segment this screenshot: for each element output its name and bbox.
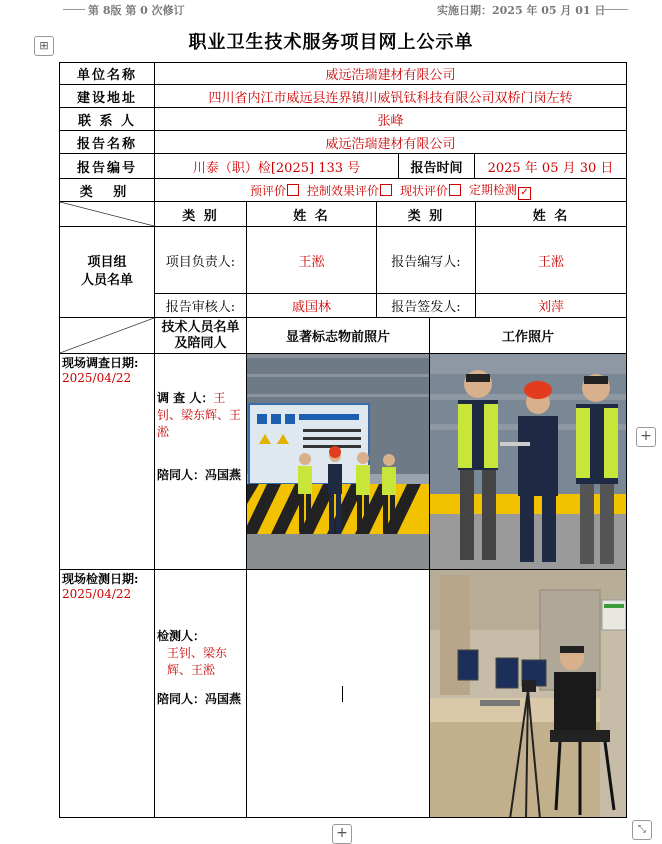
investigator-value: 王钊、梁东辉、王淞 xyxy=(157,391,242,439)
report-reviewer-label: 报告审核人: xyxy=(154,293,247,318)
survey-accompany: 陪同人：冯国燕 xyxy=(157,468,242,482)
address-value: 四川省内江市威远县连界镇川威钒钛科技有限公司双桥门岗左转 xyxy=(154,84,627,108)
resize-handle-icon[interactable]: ⤡ xyxy=(632,820,652,840)
report-number-value: 川泰（职）检[2025] 133 号 xyxy=(154,153,399,179)
address-label: 建设地址 xyxy=(59,84,155,108)
category-options xyxy=(154,178,627,202)
project-team-label: 项目组 人员名单 xyxy=(59,226,155,318)
survey-work-photo-image xyxy=(430,354,627,570)
report-issuer-label: 报告签发人: xyxy=(376,293,476,318)
header-rule-right xyxy=(598,9,628,10)
option-control-evaluation[interactable]: 控制效果评价 xyxy=(307,182,392,199)
page-header xyxy=(0,0,662,22)
checkbox-checked-icon[interactable]: ✓ xyxy=(518,187,531,200)
contact-label: 联 系 人 xyxy=(59,107,155,131)
page-title: 职业卫生技术服务项目网上公示单 xyxy=(188,32,474,53)
team-col-name-1: 姓 名 xyxy=(246,201,377,227)
detection-date-cell xyxy=(59,569,155,818)
detection-staff-cell xyxy=(154,569,247,818)
category-label: 类 别 xyxy=(59,178,155,202)
report-name-value: 威远浩瑞建材有限公司 xyxy=(154,130,627,154)
survey-date-cell xyxy=(59,353,155,570)
inspector-label: 检测人： xyxy=(157,629,206,643)
tech-staff-header: 技术人员名单 及陪同人 xyxy=(154,317,247,354)
option-pre-evaluation[interactable]: 预评价 xyxy=(250,182,299,199)
option-periodic-detection[interactable]: 定期检测 ✓ xyxy=(469,181,531,200)
option-status-evaluation[interactable]: 现状评价 xyxy=(400,182,461,199)
report-time-value: 2025 年 05 月 30 日 xyxy=(474,153,627,179)
investigator-label: 调 查 人： xyxy=(157,391,214,405)
project-lead-label: 项目负责人: xyxy=(154,226,247,294)
add-row-icon[interactable]: + xyxy=(332,824,352,844)
project-lead-value: 王淞 xyxy=(246,226,377,294)
detection-date-value: 2025/04/22 xyxy=(62,587,132,601)
landmark-photo-header: 显著标志物前照片 xyxy=(246,317,430,354)
table-move-handle-icon[interactable]: ⊞ xyxy=(34,36,54,56)
survey-date-value: 2025/04/22 xyxy=(62,371,132,385)
notice-table xyxy=(59,62,627,818)
survey-date-label: 现场调查日期: xyxy=(62,356,139,370)
report-writer-value: 王淞 xyxy=(475,226,627,294)
detection-work-photo-image xyxy=(430,570,627,818)
report-reviewer-value: 戚国林 xyxy=(246,293,377,318)
report-writer-label: 报告编写人: xyxy=(376,226,476,294)
landmark-photo-image xyxy=(247,354,430,570)
checkbox-unchecked-icon[interactable] xyxy=(449,184,461,196)
text-cursor-icon xyxy=(342,686,343,702)
team-col-name-2: 姓 名 xyxy=(475,201,627,227)
survey-work-photo xyxy=(429,353,627,570)
team-diagonal-cell xyxy=(59,201,155,227)
detection-work-photo xyxy=(429,569,627,818)
add-column-icon[interactable]: + xyxy=(636,427,656,447)
effective-date-text: 实施日期：2025 年 05 月 01 日 xyxy=(437,4,606,17)
team-col-category-2: 类 别 xyxy=(376,201,476,227)
unit-name-value: 威远浩瑞建材有限公司 xyxy=(154,62,627,85)
contact-value: 张峰 xyxy=(154,107,627,131)
landmark-photo xyxy=(246,353,430,570)
detection-landmark-photo-empty[interactable] xyxy=(246,569,430,818)
report-time-label: 报告时间 xyxy=(398,153,475,179)
report-name-label: 报告名称 xyxy=(59,130,155,154)
report-number-label: 报告编号 xyxy=(59,153,155,179)
checkbox-unchecked-icon[interactable] xyxy=(380,184,392,196)
detection-date-label: 现场检测日期: xyxy=(62,572,139,586)
inspector-value: 王钊、梁东辉、王淞 xyxy=(167,646,228,677)
survey-staff-cell xyxy=(154,353,247,570)
header-rule-left xyxy=(63,9,85,10)
team-col-category-1: 类 别 xyxy=(154,201,247,227)
unit-name-label: 单位名称 xyxy=(59,62,155,85)
report-issuer-value: 刘萍 xyxy=(475,293,627,318)
work-photo-header: 工作照片 xyxy=(429,317,627,354)
checkbox-unchecked-icon[interactable] xyxy=(287,184,299,196)
version-text: 第 8版 第 0 次修订 xyxy=(88,4,185,17)
detection-accompany: 陪同人：冯国燕 xyxy=(157,692,242,706)
photos-diagonal-cell xyxy=(59,317,155,354)
